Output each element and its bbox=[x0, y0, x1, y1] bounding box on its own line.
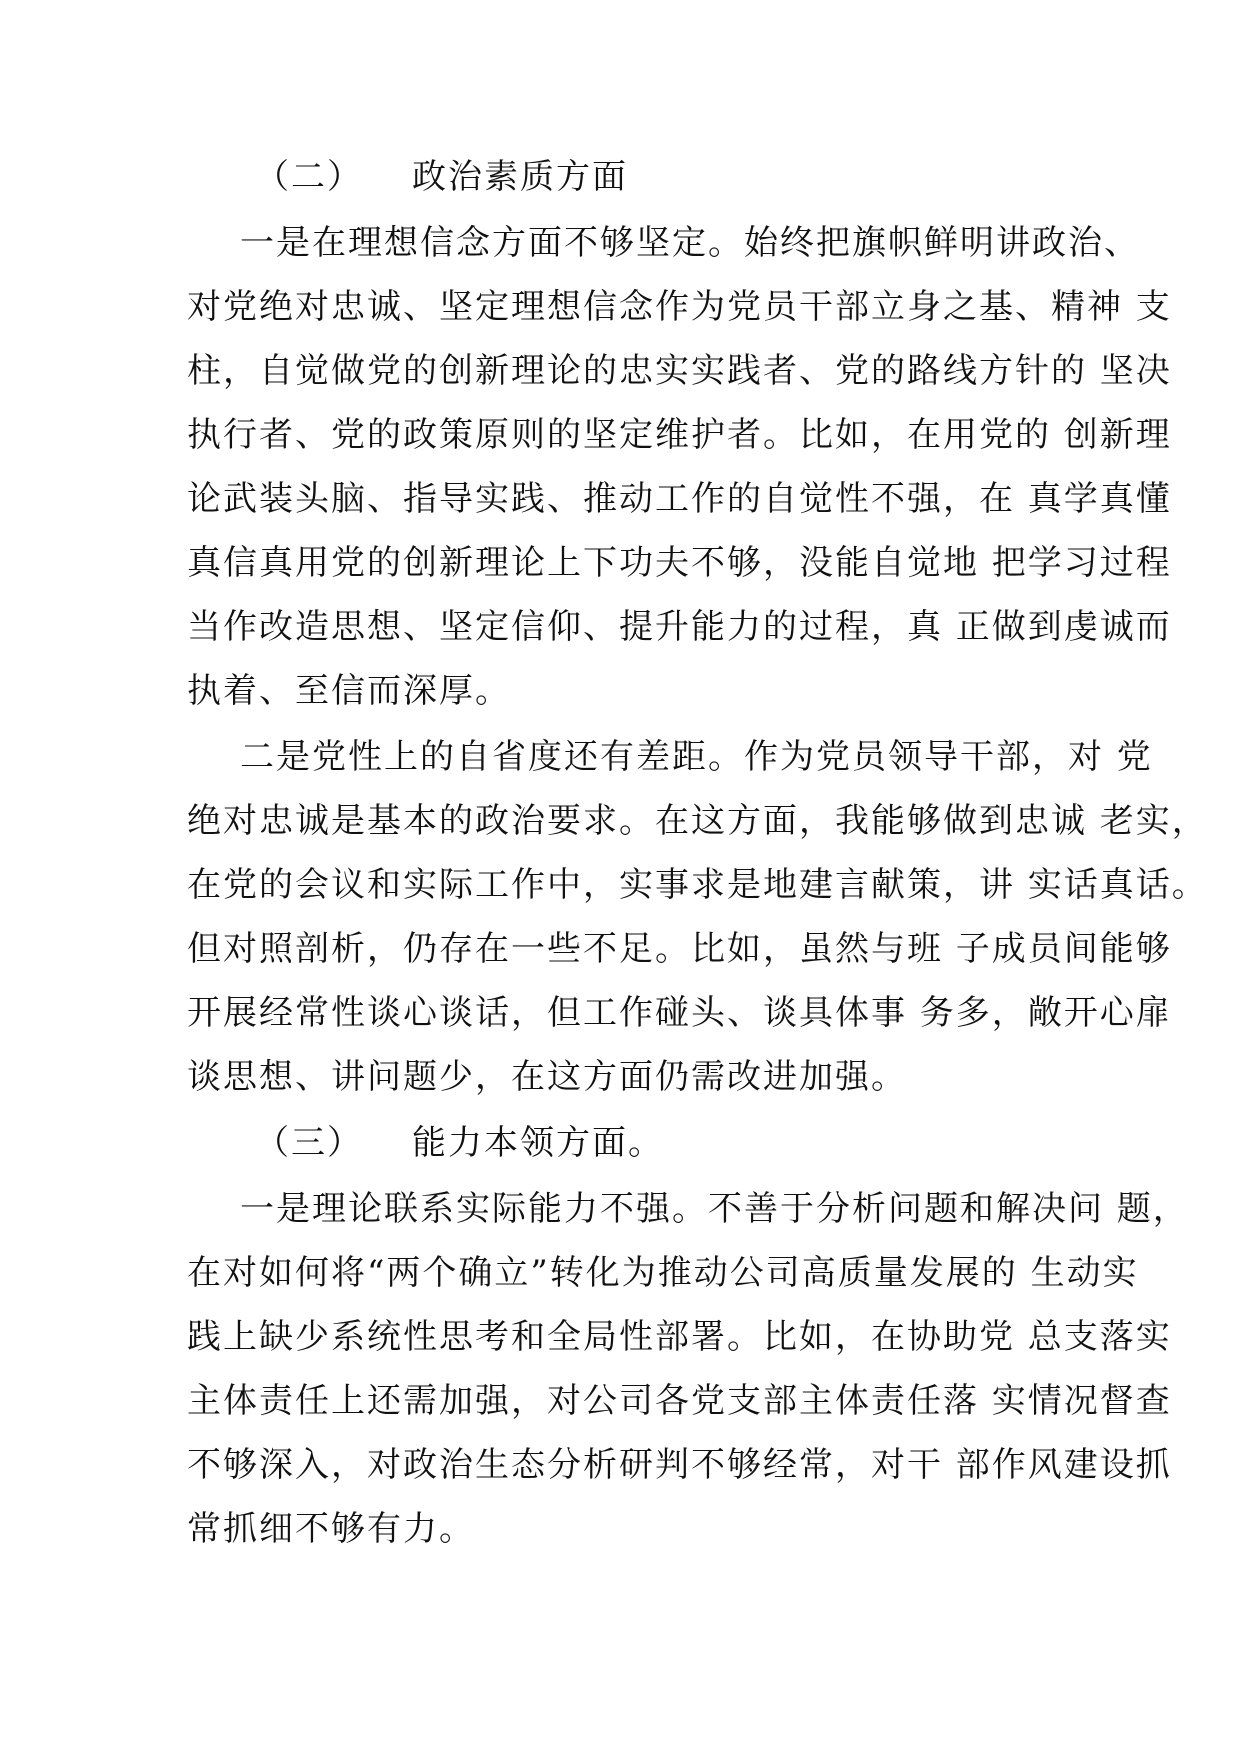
section-title: 能力本领方面。 bbox=[412, 1123, 664, 1163]
text-line: 在对如何将“两个确立”转化为推动公司高质量发展的 生动实 bbox=[187, 1253, 1139, 1293]
text-line: 真信真用党的创新理论上下功夫不够，没能自觉地 把学习过程 bbox=[187, 543, 1172, 583]
text-line: 不够深入，对政治生态分析研判不够经常，对干 部作风建设抓 bbox=[187, 1445, 1172, 1485]
text-line: 主体责任上还需加强，对公司各党支部主体责任落 实情况督查 bbox=[187, 1381, 1172, 1421]
text-line: 对党绝对忠诚、坚定理想信念作为党员干部立身之基、精神 支 bbox=[187, 287, 1172, 327]
section-title: 政治素质方面 bbox=[412, 157, 628, 197]
text-line: 二是党性上的自省度还有差距。作为党员领导干部，对 党 bbox=[240, 737, 1153, 777]
section-number: （三） bbox=[255, 1123, 363, 1163]
section-number: （二） bbox=[255, 157, 363, 197]
text-line: 执行者、党的政策原则的坚定维护者。比如，在用党的 创新理 bbox=[187, 415, 1172, 455]
text-line: 一是理论联系实际能力不强。不善于分析问题和解决问 题， bbox=[240, 1189, 1189, 1229]
text-line: 执着、至信而深厚。 bbox=[187, 671, 511, 711]
text-line: 论武装头脑、指导实践、推动工作的自觉性不强，在 真学真懂 bbox=[187, 479, 1172, 519]
text-line: 柱，自觉做党的创新理论的忠实实践者、党的路线方针的 坚决 bbox=[187, 351, 1172, 391]
text-line: 开展经常性谈心谈话，但工作碰头、谈具体事 务多，敞开心扉 bbox=[187, 993, 1172, 1033]
text-line: 一是在理想信念方面不够坚定。始终把旗帜鲜明讲政治、 bbox=[240, 223, 1140, 263]
text-line: 谈思想、讲问题少，在这方面仍需改进加强。 bbox=[187, 1057, 907, 1097]
text-line: 但对照剖析，仍存在一些不足。比如，虽然与班 子成员间能够 bbox=[187, 929, 1172, 969]
text-line: 当作改造思想、坚定信仰、提升能力的过程，真 正做到虔诚而 bbox=[187, 607, 1172, 647]
text-line: 常抓细不够有力。 bbox=[187, 1509, 475, 1549]
text-line: 践上缺少系统性思考和全局性部署。比如，在协助党 总支落实 bbox=[187, 1317, 1172, 1357]
text-line: 在党的会议和实际工作中，实事求是地建言献策，讲 实话真话。 bbox=[187, 865, 1208, 905]
text-line: 绝对忠诚是基本的政治要求。在这方面，我能够做到忠诚 老实， bbox=[187, 801, 1208, 841]
